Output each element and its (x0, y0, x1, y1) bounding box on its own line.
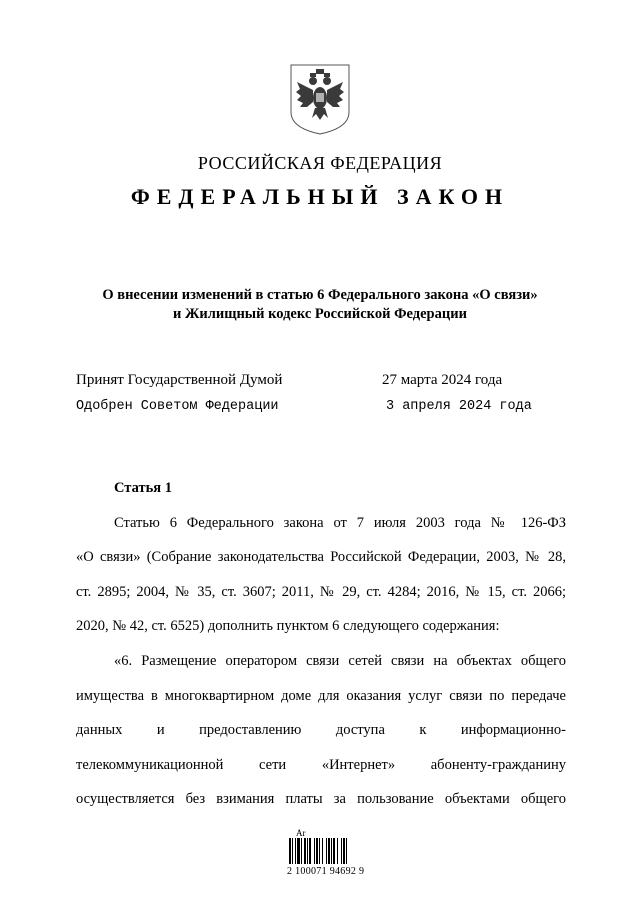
country-heading: РОССИЙСКАЯ ФЕДЕРАЦИЯ (197, 153, 443, 173)
law-title (0, 286, 640, 324)
barcode-bar (292, 838, 293, 864)
article-word: предоставлению (199, 722, 302, 738)
article-heading: Статья 1 (114, 480, 172, 496)
barcode-bar (333, 838, 335, 864)
barcode-icon (289, 838, 367, 864)
barcode-bar (297, 838, 300, 864)
article-word: абоненту-гражданину (430, 757, 566, 773)
article-word: информационно- (460, 722, 566, 738)
barcode-bar (295, 838, 296, 864)
barcode-bar (326, 838, 327, 864)
barcode-mark: Ar (296, 828, 306, 838)
barcode-bar (337, 838, 338, 864)
barcode-bar (341, 838, 342, 864)
duma-adoption-label: Принят Государственной Думой (76, 372, 283, 388)
article-line: осуществляется без взимания платы за пользование объектами общего (76, 791, 566, 807)
barcode-bar (309, 838, 311, 864)
barcode-bar (289, 838, 291, 864)
article-word: телекоммуникационной (76, 757, 224, 773)
barcode-bar (331, 838, 332, 864)
law-title-line-1: О внесении изменений в статью 6 Федерального закона «О связи» (102, 287, 538, 303)
article-word: «Интернет» (321, 757, 396, 773)
article-line: ст. 2895; 2004, № 35, ст. 3607; 2011, № 29, ст. 4284; 2016, № 15, ст. 2066; (76, 584, 566, 600)
article-word: доступа (335, 722, 385, 738)
article-word: к (419, 722, 427, 738)
barcode-bar (301, 838, 302, 864)
barcode-bar (304, 838, 306, 864)
article-line (76, 722, 566, 739)
barcode-bar (343, 838, 345, 864)
council-approval-label: Одобрен Советом Федерации (76, 399, 279, 414)
barcode-bar (314, 838, 315, 864)
article-line (76, 757, 566, 774)
barcode-bar (319, 838, 320, 864)
barcode-bar (316, 838, 318, 864)
article-word: сети (259, 757, 287, 773)
article-line: 2020, № 42, ст. 6525) дополнить пунктом 6 следующего содержания: (76, 618, 500, 634)
barcode-bar (328, 838, 330, 864)
article-line: «6. Размещение оператором связи сетей связи на объектах общего (114, 653, 566, 669)
barcode-bar (307, 838, 308, 864)
barcode-number: 2 100071 94692 9 (287, 866, 365, 877)
article-line: Статью 6 Федерального закона от 7 июля 2003 года № 126-ФЗ (114, 515, 566, 531)
law-title-line-2: и Жилищный кодекс Российской Федерации (173, 306, 467, 322)
article-line: «О связи» (Собрание законодательства Российской Федерации, 2003, № 28, (76, 549, 566, 565)
barcode-bar (322, 838, 323, 864)
article-line: имущества в многоквартирном доме для оказания услуг связи по передаче (76, 688, 566, 704)
barcode-bar (346, 838, 347, 864)
article-word: данных (76, 722, 123, 738)
council-approval-date: 3 апреля 2024 года (386, 399, 532, 414)
coat-of-arms-icon (288, 62, 352, 136)
article-word: и (156, 722, 165, 738)
document-type-heading: ФЕДЕРАЛЬНЫЙ ЗАКОН (130, 184, 510, 209)
duma-adoption-date: 27 марта 2024 года (382, 372, 503, 388)
